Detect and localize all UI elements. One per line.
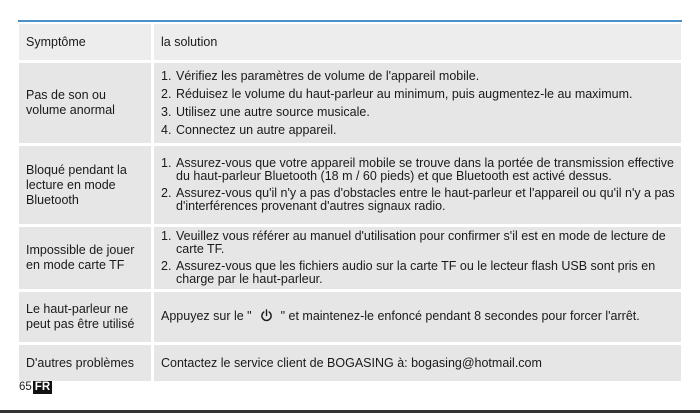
table-row: [19, 345, 681, 381]
table-row: [19, 227, 681, 292]
list-item: 1. Vérifiez les paramètres de volume de l'appareil mobile.: [161, 69, 480, 83]
list-item: 2. Réduisez le volume du haut-parleur au minimum, puis augmentez-le au maximum.: [161, 87, 633, 101]
power-icon: [260, 309, 273, 326]
list-item: 1. Veuillez vous référer au manuel d'utilisation pour confirmer s'il est en mode de lecture de carte TF.: [161, 229, 666, 256]
bottom-rule: [0, 410, 700, 413]
page-footer: [19, 381, 52, 394]
solution-cell: [154, 63, 681, 143]
troubleshooting-table: [19, 24, 681, 381]
solution-text: Appuyez sur le " " et maintenez-le enfoncé pendant 8 secondes pour forcer l'arrêt.: [161, 309, 640, 326]
solution-steps: [161, 157, 677, 213]
list-item: 3. Utilisez une autre source musicale.: [161, 105, 370, 119]
table-row: [19, 63, 681, 146]
list-item: 2. Assurez-vous qu'il n'y a pas d'obstacles entre le haut-parleur et l'appareil ou qu'il n'y a pas d'interférences provenant d'autres signaux radio.: [161, 186, 675, 213]
top-rule: [18, 20, 682, 22]
table-row: [19, 292, 681, 345]
solution-steps: [161, 67, 632, 139]
symptom-cell: D'autres problèmes: [19, 345, 151, 381]
symptom-cell: Pas de son ou volume anormal: [19, 63, 151, 143]
language-badge: FR: [34, 381, 51, 393]
header-solution: la solution: [154, 24, 681, 60]
symptom-cell: Bloqué pendant la lecture en mode Bluetooth: [19, 146, 151, 224]
solution-cell: [154, 292, 681, 342]
symptom-cell: Le haut-parleur ne peut pas être utilisé: [19, 292, 151, 342]
table-row: [19, 146, 681, 227]
list-item: 4. Connectez un autre appareil.: [161, 123, 337, 137]
page-number: 65: [19, 381, 32, 393]
solution-steps: [161, 230, 677, 286]
table-header-row: [19, 24, 681, 63]
solution-cell: [154, 227, 681, 289]
solution-cell: Contactez le service client de BOGASING à: bogasing@hotmail.com: [154, 345, 681, 381]
symptom-cell: Impossible de jouer en mode carte TF: [19, 227, 151, 289]
header-symptom: Symptôme: [19, 24, 151, 60]
list-item: 1. Assurez-vous que votre appareil mobile se trouve dans la portée de transmission effective du haut-parleur Bluetooth (18 m / 60 pieds) et que Bluetooth est activé dessus.: [161, 156, 674, 183]
list-item: 2. Assurez-vous que les fichiers audio sur la carte TF ou le lecteur flash USB sont pris en charge par le haut-parleur.: [161, 259, 656, 286]
solution-cell: [154, 146, 681, 224]
